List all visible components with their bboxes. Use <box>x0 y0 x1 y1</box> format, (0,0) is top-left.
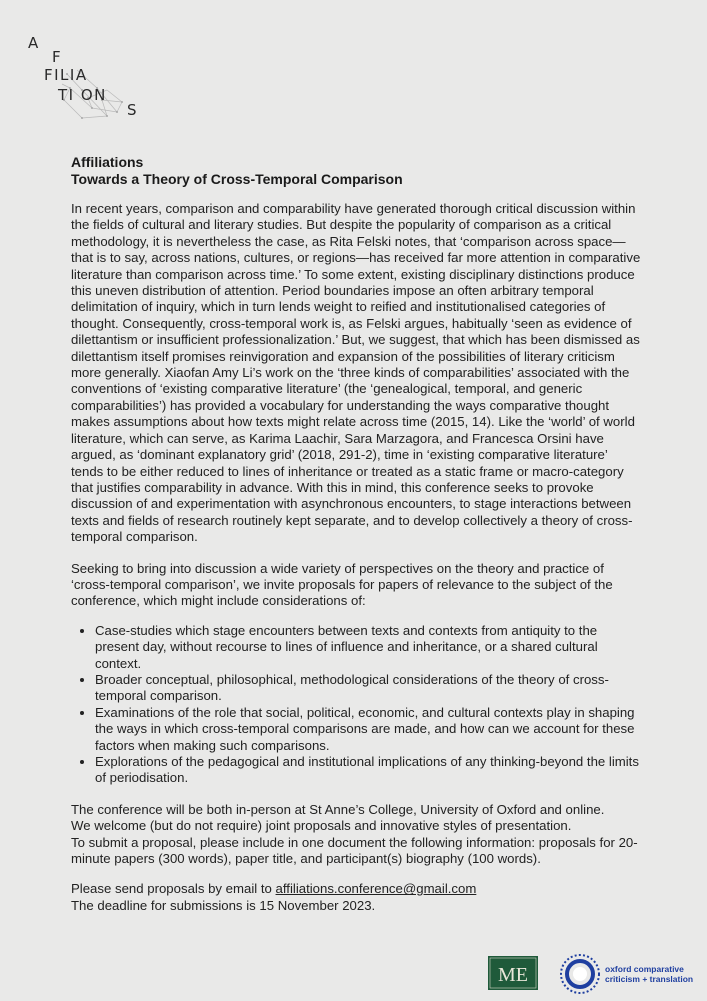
topic-item: • Broader conceptual, philosophical, methodological considerations of the theory of cross-temporal comparison. <box>95 672 643 705</box>
occt-logo-icon <box>558 952 602 996</box>
email-prefix: Please send proposals by email to <box>71 881 276 897</box>
topic-item: • Examinations of the role that social, political, economic, and cultural contexts play in shaping the ways in which cross-temporal comparisons are made, and how can we account for these factors when making such comparisons. <box>95 705 643 754</box>
topic-item: • Case-studies which stage encounters between texts and contexts from antiquity to the present day, without recourse to lines of influence and inheritance, or a shared cultural context. <box>95 623 643 672</box>
logo-letter-line-1: A <box>28 34 40 52</box>
topic-list <box>71 623 643 787</box>
intro-paragraph: In recent years, comparison and comparability have generated thorough critical discussion within the fields of cultural and literary studies. But despite the popularity of comparison as a critical methodology, it is nevertheless the case, as Rita Felski notes, that ‘comparison across space—that is to say, across nations, cultures, or regions—has received far more attention in comparative literature than comparison across time.’ To some extent, existing disciplinary distinctions produce this uneven distribution of attention. Period boundaries impose an often arbitrary temporal delimitation of inquiry, which in turn lends weight to reified and institutionalised categories of thought. Consequently, cross-temporal work is, as Felski argues, habitually ‘seen as evidence of dilettantism or insufficient professionalization.’ But, we suggest, that which has been dismissed as dilettantism itself promises reinvigoration and expansion of the possibilities of literary criticism more generally. Xiaofan Amy Li’s work on the ‘three kinds of comparabilities’ associated with the conventions of ‘existing comparative literature’ (the ‘genealogical, temporal, and generic comparabilities’) has provided a vocabulary for understanding the ways comparative thought makes assumptions about how texts might relate across time (2015, 14). Like the ‘world’ of world literature, which can serve, as Karima Laachir, Sara Marzagora, and Francesca Orsini have argued, as ‘dominant explanatory grid’ (2018, 291-2), time in ‘existing comparative literature’ tends to be either reduced to lines of inheritance or treated as a static frame or macro-category that justifies comparability in advance. With this in mind, this conference seeks to provoke discussion of and experimentation with asynchronous encounters, to stage interactions between texts and fields of research routinely kept separate, and to develop collectively a theory of cross-temporal comparison. <box>71 201 641 545</box>
logo-letter-line-3: FILIA <box>44 66 88 84</box>
contact-section <box>71 881 643 914</box>
me-logo <box>488 956 538 990</box>
occt-line-2: criticism + translation <box>605 974 694 984</box>
closing-section <box>71 802 643 868</box>
me-logo-mark <box>488 956 538 990</box>
occt-logo-text <box>605 964 693 984</box>
format-note: The conference will be both in-person at St Anne’s College, University of Oxford and online. <box>71 801 605 817</box>
logo-letter-line-2: F <box>52 48 63 66</box>
me-logo-text: ME <box>498 964 528 986</box>
logo-letter-line-5: S <box>127 101 139 119</box>
deadline-line: The deadline for submissions is 15 November 2023. <box>71 897 376 913</box>
logo-letter-line-4: TI ON <box>58 86 107 104</box>
occt-line-1: oxford comparative <box>605 964 684 974</box>
topic-item: • Explorations of the pedagogical and institutional implications of any thinking-beyond the limits of periodisation. <box>95 754 643 787</box>
conference-title: Affiliations <box>71 154 144 170</box>
conference-subtitle: Towards a Theory of Cross-Temporal Comparison <box>71 171 403 187</box>
submission-instructions: To submit a proposal, please include in one document the following information: proposals for 20-minute papers (300 words), paper title, and participant(s) biography (100 words). <box>71 834 638 867</box>
joint-proposals-note: We welcome (but do not require) joint proposals and innovative styles of presentation. <box>71 818 572 834</box>
affiliations-logo <box>22 30 152 126</box>
invite-paragraph: Seeking to bring into discussion a wide variety of perspectives on the theory and practice of ‘cross-temporal comparison’, we invite proposals for papers of relevance to the subject of the conference, which might include considerations of: <box>71 560 613 609</box>
email-line <box>71 881 643 897</box>
call-for-papers <box>71 154 643 914</box>
email-link[interactable]: affiliations.conference@gmail.com <box>275 881 477 897</box>
